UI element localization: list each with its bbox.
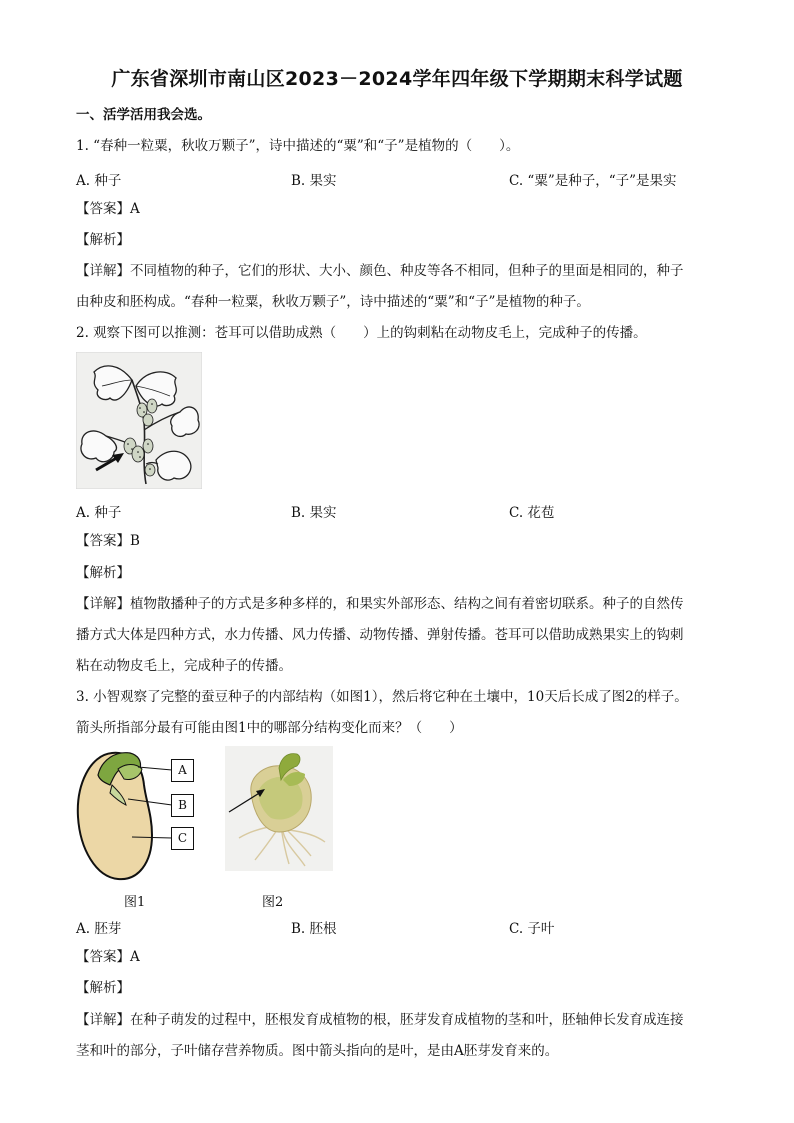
question-1-option-b: B. 果实 — [291, 173, 337, 189]
question-1-option-c: C. “粟”是种子，“子”是果实 — [509, 173, 677, 189]
question-2-detail-line-3: 粘在动物皮毛上，完成种子的传播。 — [76, 658, 292, 674]
question-1-detail-line-2: 由种皮和胚构成。“春种一粒粟，秋收万颗子”，诗中描述的“粟”和“子”是植物的种子。 — [76, 294, 590, 310]
question-1-stem: 1. “春种一粒粟，秋收万颗子”，诗中描述的“粟”和“子”是植物的（ ）。 — [76, 138, 520, 154]
question-3-answer: 【答案】A — [76, 949, 140, 965]
label-box-a: A — [171, 759, 194, 782]
question-2-option-b: B. 果实 — [291, 505, 337, 521]
figure-1-caption: 图1 — [124, 895, 146, 910]
cocklebur-figure — [76, 352, 202, 489]
question-3-stem-line-1: 3. 小智观察了完整的蚕豆种子的内部结构（如图1），然后将它种在土壤中，10天后长成了图2的样子。 — [76, 689, 688, 705]
question-3-detail-line-2: 茎和叶的部分，子叶储存营养物质。图中箭头指向的是叶，是由A胚芽发育来的。 — [76, 1043, 559, 1059]
question-2-detail-line-2: 播方式大体是四种方式，水力传播、风力传播、动物传播、弹射传播。苍耳可以借助成熟果实上的钩刺 — [76, 627, 684, 643]
section-heading: 一、活学活用我会选。 — [76, 107, 211, 123]
question-1-option-a: A. 种子 — [76, 173, 122, 189]
page-title: 广东省深圳市南山区2023－2024学年四年级下学期期末科学试题 — [111, 68, 683, 90]
question-2-option-c: C. 花苞 — [509, 505, 555, 521]
question-3-stem-line-2: 箭头所指部分最有可能由图1中的哪部分结构变化而来？（ ） — [76, 720, 463, 736]
label-box-b: B — [171, 794, 194, 817]
question-2-analysis: 【解析】 — [76, 565, 130, 581]
germinated-seed-figure — [225, 746, 333, 871]
question-3-option-c: C. 子叶 — [509, 921, 555, 937]
question-3-option-a: A. 胚芽 — [76, 921, 122, 937]
label-box-c: C — [171, 827, 194, 850]
question-2-detail-line-1: 【详解】植物散播种子的方式是多种多样的，和果实外部形态、结构之间有着密切联系。种子的自然传 — [76, 596, 684, 612]
question-3-detail-line-1: 【详解】在种子萌发的过程中，胚根发育成植物的根，胚芽发育成植物的茎和叶，胚轴伸长发育成连接 — [76, 1012, 684, 1028]
question-1-detail-line-1: 【详解】不同植物的种子，它们的形状、大小、颜色、种皮等各不相同，但种子的里面是相同的，种子 — [76, 263, 684, 279]
question-3-option-b: B. 胚根 — [291, 921, 337, 937]
question-1-analysis: 【解析】 — [76, 232, 130, 248]
question-2-stem: 2. 观察下图可以推测：苍耳可以借助成熟（ ）上的钩刺粘在动物皮毛上，完成种子的传播。 — [76, 325, 647, 341]
question-2-answer: 【答案】B — [76, 533, 140, 549]
question-3-analysis: 【解析】 — [76, 980, 130, 996]
question-2-option-a: A. 种子 — [76, 505, 122, 521]
figure-2-caption: 图2 — [262, 895, 284, 910]
question-1-answer: 【答案】A — [76, 201, 140, 217]
